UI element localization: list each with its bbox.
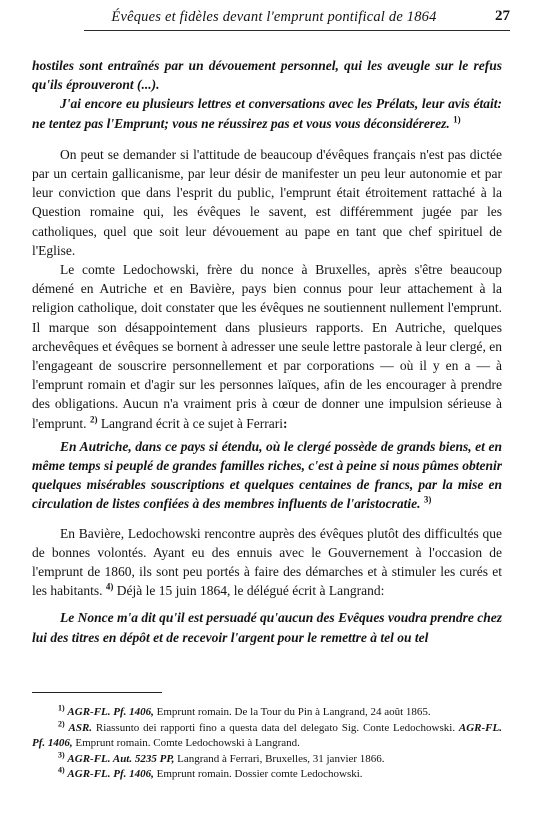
running-title: Évêques et fidèles devant l'emprunt pontifical de 1864 (111, 9, 437, 25)
paragraph-colon: : (282, 415, 288, 431)
footnote (32, 705, 502, 721)
quote-text: Le Nonce m'a dit qu'il est persuadé qu'aucun des Evêques voudra prendre chez lui des titres en dépôt et de recevoir l'argent pour le remettre à tel ou tel (32, 610, 502, 645)
quote-text: J'ai encore eu plusieurs lettres et conversations avec les Prélats, leur avis était: ne tentez pas l'Emprunt; vous ne réussirez pas et vous vous déconsidérerez. (32, 96, 502, 131)
page-header (84, 8, 510, 31)
paragraph-text: On peut se demander si l'attitude de beaucoup d'évêques français n'est pas dictée par un certain gallicanisme, par leur désir de manifester un peu leur autonomie et par leur conviction que dans l'esprit du public, l'emprunt était étroitement rattaché à la Question romaine qui, les évêques le savent, est différemment jugée par les catholiques, quel que soit leur dévouement au pape en tant que chef spirituel de l'Eglise. (32, 146, 502, 258)
footnote-number: 1) (58, 703, 65, 713)
paragraph (32, 145, 502, 260)
quote-paragraph (32, 94, 502, 132)
paragraph (32, 260, 502, 433)
main-text (32, 56, 502, 647)
footnote-number: 3) (58, 749, 65, 759)
footnote-source: AGR-FL. Pf. 1406, (67, 706, 154, 718)
footnote-number: 2) (58, 718, 65, 728)
footnotes (32, 705, 502, 783)
footnote-source: AGR-FL. Aut. 5235 PP, (67, 752, 175, 765)
footnote-ref: 3) (423, 494, 432, 505)
footnote (32, 767, 502, 783)
footnote-text: Emprunt romain. De la Tour du Pin à Langrand, 24 août 1865. (156, 706, 431, 718)
page-number: 27 (495, 8, 510, 24)
quote-paragraph (32, 437, 502, 514)
footnote-number: 4) (58, 765, 65, 775)
quote-paragraph (32, 608, 502, 646)
footnote-text: Riassunto dei rapporti fino a questa data del delegato Sig. Conte Ledochowski. (95, 721, 456, 734)
paragraph-text: En Bavière, Ledochowski rencontre auprès des évêques plutôt des difficultés que de bonnes volontés. Ayant eu des ennuis avec le Gouvernement à l'occasion de l'emprunt de 1860, ils sont peu portés à faire des démarches et à stimuler les curés et les habitants. (32, 525, 502, 599)
paragraph (32, 524, 502, 601)
quote-continuation (32, 56, 502, 94)
footnote-ref: 4) (105, 581, 114, 592)
paragraph-text-tail: Déjà le 15 juin 1864, le délégué écrit à Langrand: (116, 583, 385, 599)
paragraph-text: Le comte Ledochowski, frère du nonce à Bruxelles, après s'être beaucoup démené en Autriche et en Bavière, pays bien connus pour leur attachement à la religion catholique, doit constater que les évêques ne soutiennent nullement l'emprunt. Il marque son désappointement dans plusieurs rapports. En Autriche, quelques archevêques et évêques se bornent à adresser une seule lettre pastorale à leur clergé, en l'engageant de souscrire personnellement et par corporations — où il y en a — à l'emprunt romain et d'agir sur les personnes laïques, afin de les encourager à prendre des obligations. Aucun n'a vraiment pris à cœur de donner une impulsion sérieuse à l'emprunt. (32, 262, 502, 431)
paragraph-text-tail: Langrand écrit à ce sujet à Ferrari (100, 415, 283, 431)
footnote-source: AGR-FL. Pf. 1406, (32, 721, 502, 749)
quote-text: hostiles sont entraînés par un dévouement personnel, qui les aveugle sur le refus qu'ils éprouveront (...). (32, 58, 502, 93)
footnote (32, 718, 502, 752)
footnote-text: Emprunt romain. Comte Ledochowski à Langrand. (75, 737, 300, 749)
footnote (32, 749, 502, 768)
footnote-ref: 2) (89, 414, 98, 425)
footnote-source: AGR-FL. Pf. 1406, (67, 768, 154, 780)
footnote-divider (32, 692, 162, 693)
footnote-text: Langrand à Ferrari, Bruxelles, 31 janvier 1866. (177, 752, 385, 765)
quote-text: En Autriche, dans ce pays si étendu, où le clergé possède de grands biens, et en même temps si peuplé de grandes familles riches, c'est à peine si nous pûmes obtenir quelques misérables souscriptions et quelques centaines de francs, par la mise en circulation de listes confiées à des membres influents de l'aristocratie. (32, 438, 502, 512)
footnote-ref: 1) (453, 114, 461, 125)
footnote-text: Emprunt romain. Dossier comte Ledochowski. (156, 768, 363, 780)
footnote-source: ASR. (68, 721, 93, 734)
